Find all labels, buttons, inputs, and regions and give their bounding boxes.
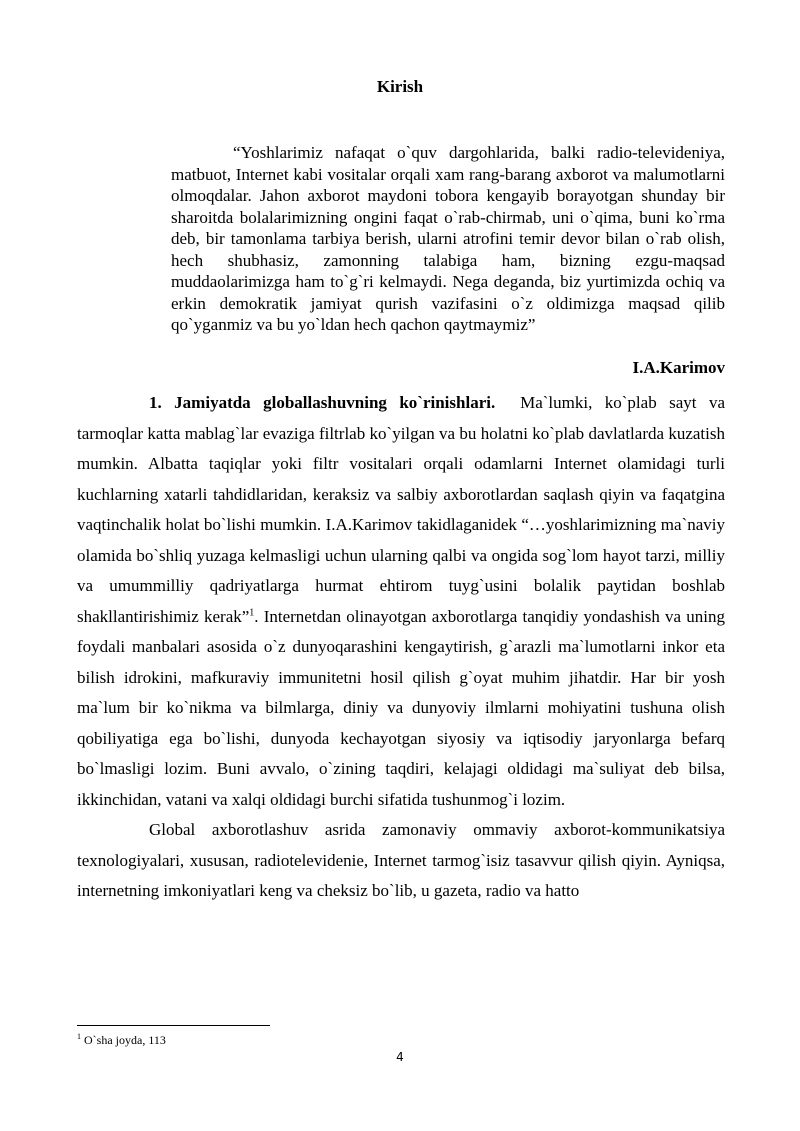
epigraph-quote: “Yoshlarimiz nafaqat o`quv dargohlarida, balki radio-televideniya, matbuot, Internet kabi vositalar orqali xam rang-barang axborot va malumotlarni olmoqdalar. Jahon axborot maydoni tobora kengayib borayotgan shunday bir sharoitda bolalarimizning ongini faqat o`rab-chirmab, uni o`qima, buni ko`rma deb, bir tamonlama tarbiya berish, ularni atrofini temir devor bilan o`rab olish, hech shubhasiz, zamonning talabiga ham, bizning ezgu-maqsad muddaolarimizga ham to`g`ri kelmaydi. Nega deganda, biz yurtimizda ochiq va erkin demokratik jamiyat qurish vazifasini o`z oldimizga maqsad qilib qo`yganmiz va bu yo`ldan hech qachon qaytmaymiz”: [171, 143, 725, 334]
epigraph-author: I.A.Karimov: [632, 358, 725, 377]
body-text: [77, 388, 725, 907]
page-title: Kirish: [376, 77, 424, 96]
paragraph-2: Global axborotlashuv asrida zamonaviy ommaviy axborot-kommunikatsiya texnologiyalari, xususan, radiotelevidenie, Internet tarmog`isiz tasavvur qilish qiyin. Ayniqsa, internetning imkoniyatlari keng va cheksiz bo`lib, u gazeta, radio va hatto: [77, 820, 725, 900]
section-heading: 1. Jamiyatda globallashuvning ko`rinishlari.: [149, 393, 496, 412]
paragraph-1-text-b: . Internetdan olinayotgan axborotlarga tanqidiy yondashish va uning foydali manbalari asosida o`z dunyoqarashini kengaytirish, g`arazli ma`lumotlarni inkor eta bilish idrokini, mafkuraviy immunitetni hosil qilish g`oyat muhim jihatdir. Har bir yosh ma`lum bir ko`nikma va bilmlarga, diniy va dunyoviy ilmlarni mohiyatini tushuna olish qobiliyatiga ega bo`lishi, dunyoda kechayotgan siyosiy va iqtisodiy jaryonlarga befarq bo`lmasligi lozim. Buni avvalo, o`zining taqdiri, kelajagi oldidagi ma`suliyat deb bilsa, ikkinchidan, vatani va xalqi oldidagi burchi sifatida tushunmog`i lozim.: [77, 606, 725, 809]
paragraph-1: [77, 388, 725, 815]
page-number: 4: [396, 1050, 404, 1064]
footnote-text: O`sha joyda, 113: [81, 1033, 166, 1047]
footnote: [77, 1032, 166, 1048]
paragraph-1-text-a: Ma`lumki, ko`plab sayt va tarmoqlar katta mablag`lar evaziga filtrlab ko`yilgan va bu holatni ko`plab davlatlarda kuzatish mumkin. Albatta taqiqlar yoki filtr vositalari orqali odamlarni Internet olamidagi turli kuchlarning xatarli tahdidlaridan, keraksiz va salbiy axborotlardan saqlash qiyin va faqatgina vaqtinchalik holat bo`lishi mumkin. I.A.Karimov takidlaganidek “…yoshlarimizning ma`naviy olamida bo`shliq yuzaga kelmasligi uchun ularning qalbi va ongida sog`lom hayot tarzi, milliy va umummilliy qadriyatlarga hurmat ehtirom tuyg`usini bolalik paytidan boshlab shakllantirishimiz kerak”: [77, 393, 726, 626]
footnote-number: 1: [77, 1032, 81, 1041]
footnote-reference[interactable]: 1: [249, 606, 255, 618]
footnote-divider: [77, 1025, 270, 1026]
